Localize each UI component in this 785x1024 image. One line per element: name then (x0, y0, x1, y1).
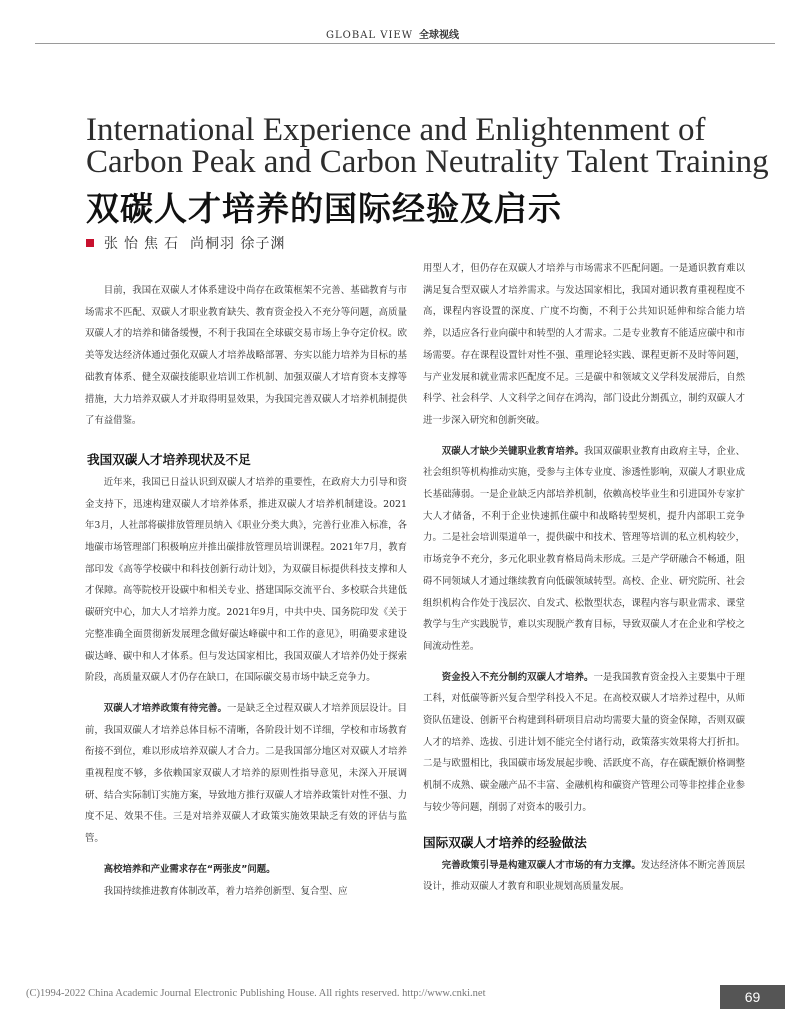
running-header (0, 26, 785, 41)
abstract-paragraph: 目前，我国在双碳人才体系建设中尚存在政策框架不完善、基础教育与市场需求不匹配、双碳人才职业教育缺失、教育资金投入不充分等问题，高质量双碳人才的培养和储备缓慢，不利于我国在全球碳交易市场上争夺定价权。欧美等发达经济体通过强化双碳人才培养战略部署、夯实以能力培养为目标的基础教育体系、健全双碳技能职业培训工作机制、加强双碳人才培育资本支撑等措施，大力培养双碳人才并取得明显效果，为我国完善双碳人才培养机制提供了有益借鉴。 (85, 285, 407, 427)
policy-lead: 双碳人才培养政策有待完善。 (103, 702, 228, 714)
policy-guidance-paragraph (423, 855, 745, 898)
page-number-badge: 69 (720, 985, 785, 1009)
section-heading-current-status: 我国双碳人才培养现状及不足 (87, 451, 251, 467)
copyright-notice: (C)1994-2022 China Academic Journal Electronic Publishing House. All rights reserved. http://www.cnki.net (26, 988, 486, 999)
right-column (423, 258, 745, 898)
funding-text: 一是我国教育资金投入主要集中于理工科，对低碳等新兴复合型学科投入不足。在高校双碳人才培养过程中，从师资队伍建设、创新平台构建到科研项目启动均需要大量的资金保障，否则双碳人才的培养、选拔、引进计划不能完全付诸行动，政策落实效果将大打折扣。二是与欧盟相比，我国碳市场发展起步晚、活跃度不高，存在碳配额价格调整机制不成熟、碳金融产品不丰富、金融机构和碳资产管理公司等非控排企业参与较少等问题，削弱了对资本的吸引力。 (423, 671, 745, 813)
author-names-1: 张怡焦石 (104, 236, 184, 252)
english-title (86, 114, 776, 178)
author-names-2: 尚桐羽 徐子渊 (190, 236, 286, 252)
section-heading-international: 国际双碳人才培养的经验做法 (423, 834, 587, 850)
vocational-lead: 双碳人才缺少关键职业教育培养。 (441, 445, 584, 457)
english-title-line1: International Experience and Enlightenment of (86, 112, 706, 148)
running-header-en: GLOBAL VIEW (326, 30, 413, 41)
left-column (85, 280, 407, 902)
status-paragraph: 近年来，我国已日益认识到双碳人才培养的重要性，在政府大力引导和资金支持下，迅速构建双碳人才培养体系，推进双碳人才培养机制建设。2021年3月，人社部将碳排放管理员纳入《职业分类大典》，完善行业准入标准，各地碳市场管理部门积极响应并推出碳排放管理员培训课程。2021年7月，教育部印发《高等学校碳中和科技创新行动计划》，为双碳目标提供科技支撑和人才保障。高等院校开设碳中和相关专业、搭建国际交流平台、多校联合共建低碳研究中心，加大人才培养力度。2021年9月，中共中央、国务院印发《关于完整准确全面贯彻新发展理念做好碳达峰碳中和工作的意见》，明确要求建设碳达峰、碳中和人才体系。但与发达国家相比，我国双碳人才培养仍处于探索阶段，高质量双碳人才仍存在缺口，在国际碳交易市场中缺乏竞争力。 (85, 476, 407, 684)
industry-paragraph-lead (85, 859, 407, 881)
general-education-paragraph: 用型人才，但仍存在双碳人才培养与市场需求不匹配问题。一是通识教育难以满足复合型双碳人才培养需求。与发达国家相比，我国对通识教育重视程度不高，课程内容设置的深度、广度不均衡，不利于公共知识延伸和综合能力培养，以适应各行业向碳中和转型的人才需求。二是专业教育不能适应碳中和市场需要。存在课程设置针对性不强、重理论轻实践、课程更新不及时等问题，与产业发展和就业需求匹配度不足。三是碳中和领域文义学科发展滞后，自然科学、社会科学、人文科学之间存在鸿沟，部门设此分割孤立，制约双碳人才进一步深入研究和创新突破。 (423, 263, 745, 426)
red-square-icon (86, 239, 94, 247)
policy-text: 一是缺乏全过程双碳人才培养顶层设计。目前，我国双碳人才培养总体目标不清晰，各阶段计划不详细，学校和市场教育衔接不到位，难以形成培养双碳人才合力。二是我国部分地区对双碳人才培养重视程度不够，多依赖国家双碳人才培养的原则性指导意见，未深入开展调研、结合实际制订实施方案，导致地方推行双碳人才培养政策针对性不强、力度不足、效果不佳。三是对培养双碳人才政策实施效果缺乏有效的评估与监管。 (85, 702, 407, 845)
policy-guidance-lead: 完善政策引导是构建双碳人才市场的有力支撑。 (441, 859, 641, 871)
industry-paragraph: 我国持续推进教育体制改革，着力培养创新型、复合型、应 (103, 885, 348, 897)
policy-paragraph (85, 698, 407, 850)
industry-lead: 高校培养和产业需求存在“两张皮”问题。 (103, 863, 276, 875)
header-rule (35, 43, 775, 44)
author-line (86, 233, 285, 253)
running-header-cn: 全球视线 (418, 30, 459, 41)
policy-guidance-text: 发达经济体不断完善顶层设计，推动双碳人才教育和职业规划高质量发展。 (423, 859, 745, 893)
vocational-text: 我国双碳职业教育由政府主导，企业、社会组织等机构推动实施，受参与主体专业度、渗透性影响，双碳人才职业成长基础薄弱。一是企业缺乏内部培养机制，依赖高校毕业生和引进国外专家扩大人才储备，不利于企业快速抓住碳中和战略转型契机，提升内部职工竞争力。二是社会培训渠道单一，提供碳中和技术、管理等培训的私立机构较少，市场竞争不充分，多元化职业教育格局尚未形成。三是产学研融合不畅通，阻碍不同领域人才通过继续教育向低碳领域转型。高校、企业、研究院所、社会组织机构合作处于浅层次、自发式、松散型状态，课程内容与职业需求、课堂教学与生产实践脱节，难以实现脱产教育目标，导致双碳人才在企业和学校之间流动性差。 (423, 445, 745, 652)
english-title-line2: Carbon Peak and Carbon Neutrality Talent Training (86, 144, 769, 180)
vocational-paragraph (423, 441, 745, 658)
funding-lead: 资金投入不充分制约双碳人才培养。 (441, 671, 594, 683)
funding-paragraph (423, 667, 745, 819)
chinese-title: 双碳人才培养的国际经验及启示 (86, 189, 562, 228)
